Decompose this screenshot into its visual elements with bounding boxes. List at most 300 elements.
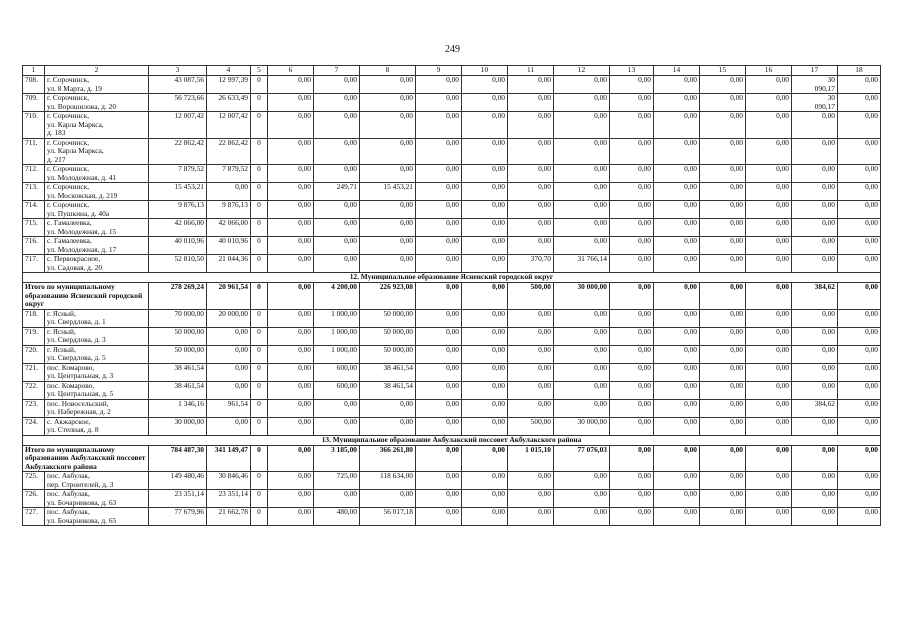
table-cell: 0,00 xyxy=(792,490,838,508)
table-cell: 0,00 xyxy=(792,309,838,327)
table-cell: 0,00 xyxy=(838,417,881,435)
row-number: 726. xyxy=(23,490,45,508)
table-cell: 0,00 xyxy=(654,138,700,165)
table-cell: 0,00 xyxy=(554,237,610,255)
table-cell: 0,00 xyxy=(610,309,654,327)
address-cell: г. Сорочинск, ул. 8 Марта, д. 19 xyxy=(45,76,149,94)
table-cell: 0,00 xyxy=(838,472,881,490)
table-cell: 1 000,00 xyxy=(314,309,360,327)
table-cell: 0,00 xyxy=(654,445,700,472)
table-cell: 0,00 xyxy=(838,219,881,237)
table-cell: 52 810,50 xyxy=(149,255,207,273)
table-cell: 0,00 xyxy=(746,417,792,435)
table-cell: 50 000,00 xyxy=(360,327,416,345)
row-number: 714. xyxy=(23,201,45,219)
table-cell: 4 200,00 xyxy=(314,283,360,310)
table-cell: 0,00 xyxy=(838,283,881,310)
table-cell: 30 846,46 xyxy=(207,472,251,490)
table-cell: 0,00 xyxy=(508,138,554,165)
table-cell: 0,00 xyxy=(416,445,462,472)
table-row xyxy=(23,76,881,94)
column-header: 3 xyxy=(149,66,207,76)
row-number: 723. xyxy=(23,399,45,417)
table-cell: 0,00 xyxy=(746,219,792,237)
table-row xyxy=(23,381,881,399)
table-cell: 0 xyxy=(251,165,268,183)
row-number: 719. xyxy=(23,327,45,345)
table-cell: 0,00 xyxy=(838,138,881,165)
table-cell: 0,00 xyxy=(792,138,838,165)
address-cell: с. Гамалеевка, ул. Молодежная, д. 15 xyxy=(45,219,149,237)
table-cell: 0,00 xyxy=(416,94,462,112)
table-row xyxy=(23,309,881,327)
table-cell: 0,00 xyxy=(654,76,700,94)
table-header-row xyxy=(23,66,881,76)
table-cell: 370,70 xyxy=(508,255,554,273)
table-cell: 30 000,00 xyxy=(554,417,610,435)
table-cell: 118 634,00 xyxy=(360,472,416,490)
table-cell: 22 862,42 xyxy=(207,138,251,165)
table-cell: 0,00 xyxy=(268,363,314,381)
table-cell: 0,00 xyxy=(360,417,416,435)
table-cell: 0,00 xyxy=(508,327,554,345)
table-cell: 0,00 xyxy=(268,309,314,327)
table-cell: 0,00 xyxy=(610,345,654,363)
table-cell: 0 xyxy=(251,76,268,94)
table-cell: 21 044,36 xyxy=(207,255,251,273)
table-cell: 0,00 xyxy=(508,345,554,363)
table-cell: 42 066,00 xyxy=(207,219,251,237)
table-cell: 341 149,47 xyxy=(207,445,251,472)
table-cell: 0,00 xyxy=(416,183,462,201)
row-number: 711. xyxy=(23,138,45,165)
table-cell: 0,00 xyxy=(700,283,746,310)
table-cell: 0 xyxy=(251,363,268,381)
table-cell: 0,00 xyxy=(610,255,654,273)
table-cell: 0,00 xyxy=(838,508,881,526)
table-cell: 50 000,00 xyxy=(360,309,416,327)
table-cell: 0,00 xyxy=(462,417,508,435)
table-cell: 0,00 xyxy=(838,183,881,201)
table-cell: 0,00 xyxy=(654,345,700,363)
table-cell: 0,00 xyxy=(268,183,314,201)
row-number: 721. xyxy=(23,363,45,381)
table-cell: 38 461,54 xyxy=(360,381,416,399)
table-cell: 0,00 xyxy=(746,309,792,327)
table-cell: 0,00 xyxy=(654,327,700,345)
table-cell: 0,00 xyxy=(508,219,554,237)
table-cell: 0,00 xyxy=(554,94,610,112)
table-cell: 0,00 xyxy=(610,283,654,310)
table-cell: 0,00 xyxy=(416,508,462,526)
address-cell: пос. Комарово, ул. Центральная, д. 3 xyxy=(45,363,149,381)
table-cell: 0,00 xyxy=(462,165,508,183)
column-header: 15 xyxy=(700,66,746,76)
table-cell: 600,00 xyxy=(314,363,360,381)
table-cell: 30 000,00 xyxy=(554,283,610,310)
table-cell: 0 xyxy=(251,255,268,273)
table-row xyxy=(23,183,881,201)
table-cell: 0,00 xyxy=(207,345,251,363)
table-cell: 0 xyxy=(251,94,268,112)
address-cell: г. Сорочинск, ул. Карла Маркса, д. 217 xyxy=(45,138,149,165)
table-cell: 0,00 xyxy=(700,237,746,255)
table-cell: 0,00 xyxy=(360,138,416,165)
table-cell: 0,00 xyxy=(268,165,314,183)
table-cell: 0,00 xyxy=(838,201,881,219)
table-cell: 0,00 xyxy=(314,255,360,273)
table-cell: 0,00 xyxy=(654,201,700,219)
table-cell: 384,62 xyxy=(792,399,838,417)
section-header-row xyxy=(23,273,881,283)
table-row xyxy=(23,327,881,345)
table-cell: 0,00 xyxy=(314,219,360,237)
table-cell: 0,00 xyxy=(416,417,462,435)
table-cell: 0,00 xyxy=(314,112,360,139)
table-cell: 0,00 xyxy=(416,490,462,508)
table-cell: 0,00 xyxy=(207,417,251,435)
table-cell: 0 xyxy=(251,138,268,165)
table-cell: 0,00 xyxy=(792,445,838,472)
table-cell: 0,00 xyxy=(700,417,746,435)
table-cell: 0,00 xyxy=(462,490,508,508)
table-cell: 0,00 xyxy=(746,345,792,363)
row-number: 718. xyxy=(23,309,45,327)
table-cell: 50 000,00 xyxy=(149,345,207,363)
table-cell: 0,00 xyxy=(610,94,654,112)
table-cell: 725,00 xyxy=(314,472,360,490)
table-cell: 0,00 xyxy=(268,112,314,139)
table-cell: 0,00 xyxy=(792,363,838,381)
address-cell: пос. Акбулак, пер. Строителей, д. 3 xyxy=(45,472,149,490)
table-cell: 0,00 xyxy=(462,219,508,237)
table-cell: 0,00 xyxy=(610,165,654,183)
column-header: 9 xyxy=(416,66,462,76)
table-cell: 0,00 xyxy=(416,237,462,255)
table-cell: 0,00 xyxy=(610,490,654,508)
table-row xyxy=(23,237,881,255)
table-cell: 0,00 xyxy=(610,219,654,237)
table-cell: 0 xyxy=(251,112,268,139)
table-cell: 0,00 xyxy=(268,381,314,399)
table-cell: 0,00 xyxy=(610,399,654,417)
table-cell: 0,00 xyxy=(268,345,314,363)
table-cell: 56 723,66 xyxy=(149,94,207,112)
table-cell: 0,00 xyxy=(416,472,462,490)
table-cell: 0,00 xyxy=(462,327,508,345)
column-header: 10 xyxy=(462,66,508,76)
table-cell: 0,00 xyxy=(792,219,838,237)
column-header: 13 xyxy=(610,66,654,76)
row-number: 717. xyxy=(23,255,45,273)
table-cell: 0,00 xyxy=(314,399,360,417)
table-cell: 0,00 xyxy=(508,94,554,112)
table-cell: 38 461,54 xyxy=(360,363,416,381)
table-cell: 0,00 xyxy=(508,399,554,417)
table-cell: 0 xyxy=(251,445,268,472)
table-cell: 0,00 xyxy=(462,201,508,219)
table-cell: 0,00 xyxy=(654,508,700,526)
table-cell: 40 010,96 xyxy=(149,237,207,255)
table-cell: 0,00 xyxy=(838,490,881,508)
table-cell: 0,00 xyxy=(654,417,700,435)
table-cell: 0,00 xyxy=(554,183,610,201)
table-row xyxy=(23,94,881,112)
table-cell: 0,00 xyxy=(700,399,746,417)
total-label: Итого по муниципальному образованию Ясненский городской округ xyxy=(23,283,149,310)
table-cell: 0,00 xyxy=(360,76,416,94)
table-cell: 43 087,56 xyxy=(149,76,207,94)
table-cell: 0,00 xyxy=(654,237,700,255)
table-cell: 0,00 xyxy=(462,138,508,165)
table-cell: 0,00 xyxy=(508,309,554,327)
table-cell: 0,00 xyxy=(314,76,360,94)
table-cell: 0,00 xyxy=(360,165,416,183)
table-cell: 0,00 xyxy=(314,201,360,219)
table-cell: 0,00 xyxy=(700,309,746,327)
table-cell: 0,00 xyxy=(654,472,700,490)
table-cell: 0,00 xyxy=(700,327,746,345)
table-cell: 56 017,18 xyxy=(360,508,416,526)
table-row xyxy=(23,490,881,508)
table-cell: 0,00 xyxy=(462,255,508,273)
table-cell: 0,00 xyxy=(610,201,654,219)
table-cell: 0,00 xyxy=(654,399,700,417)
table-cell: 9 876,13 xyxy=(207,201,251,219)
total-row xyxy=(23,445,881,472)
address-cell: пос. Новосельский, ул. Набережная, д. 2 xyxy=(45,399,149,417)
table-cell: 0,00 xyxy=(416,327,462,345)
table-cell: 0,00 xyxy=(207,183,251,201)
table-cell: 0,00 xyxy=(268,399,314,417)
table-cell: 0,00 xyxy=(268,255,314,273)
table-cell: 0 xyxy=(251,237,268,255)
table-cell: 15 453,21 xyxy=(149,183,207,201)
table-cell: 0,00 xyxy=(700,381,746,399)
table-cell: 30 090,17 xyxy=(792,94,838,112)
table-cell: 0 xyxy=(251,490,268,508)
table-cell: 0,00 xyxy=(508,472,554,490)
table-cell: 0,00 xyxy=(700,490,746,508)
table-cell: 0,00 xyxy=(838,237,881,255)
address-cell: г. Сорочинск, ул. Карла Маркса, д. 183 xyxy=(45,112,149,139)
table-cell: 0,00 xyxy=(792,237,838,255)
table-cell: 0 xyxy=(251,472,268,490)
table-cell: 38 461,54 xyxy=(149,381,207,399)
column-header: 17 xyxy=(792,66,838,76)
row-number: 716. xyxy=(23,237,45,255)
table-cell: 0,00 xyxy=(700,138,746,165)
table-cell: 0 xyxy=(251,219,268,237)
table-cell: 0,00 xyxy=(746,237,792,255)
table-cell: 0,00 xyxy=(508,183,554,201)
table-cell: 0,00 xyxy=(508,165,554,183)
table-cell: 1 000,00 xyxy=(314,345,360,363)
table-cell: 1 015,10 xyxy=(508,445,554,472)
table-cell: 0,00 xyxy=(654,219,700,237)
table-cell: 0,00 xyxy=(268,445,314,472)
table-cell: 7 879,52 xyxy=(149,165,207,183)
table-cell: 0,00 xyxy=(746,363,792,381)
table-cell: 15 453,21 xyxy=(360,183,416,201)
table-cell: 0,00 xyxy=(746,327,792,345)
table-cell: 0 xyxy=(251,508,268,526)
table-cell: 0,00 xyxy=(508,363,554,381)
table-cell: 0,00 xyxy=(700,445,746,472)
table-cell: 0,00 xyxy=(838,255,881,273)
table-cell: 0,00 xyxy=(792,255,838,273)
table-cell: 22 862,42 xyxy=(149,138,207,165)
table-cell: 0,00 xyxy=(360,112,416,139)
table-cell: 0 xyxy=(251,201,268,219)
table-cell: 0,00 xyxy=(268,472,314,490)
table-row xyxy=(23,112,881,139)
table-cell: 0,00 xyxy=(416,112,462,139)
table-cell: 0,00 xyxy=(462,445,508,472)
table-cell: 0,00 xyxy=(207,363,251,381)
section-title: 12. Муниципальное образование Ясненский городской округ xyxy=(23,273,881,283)
table-cell: 0,00 xyxy=(792,508,838,526)
table-cell: 0,00 xyxy=(416,381,462,399)
table-cell: 480,00 xyxy=(314,508,360,526)
table-cell: 0 xyxy=(251,309,268,327)
table-row xyxy=(23,345,881,363)
table-cell: 0,00 xyxy=(268,417,314,435)
table-cell: 0,00 xyxy=(746,508,792,526)
table-cell: 0,00 xyxy=(268,327,314,345)
table-cell: 0,00 xyxy=(792,345,838,363)
table-cell: 366 261,80 xyxy=(360,445,416,472)
table-cell: 0,00 xyxy=(700,345,746,363)
table-cell: 0,00 xyxy=(746,472,792,490)
table-cell: 12 007,42 xyxy=(207,112,251,139)
table-cell: 38 461,54 xyxy=(149,363,207,381)
table-cell: 30 000,00 xyxy=(149,417,207,435)
table-row xyxy=(23,399,881,417)
table-cell: 0,00 xyxy=(654,165,700,183)
table-cell: 0,00 xyxy=(700,219,746,237)
table-cell: 77 076,03 xyxy=(554,445,610,472)
table-cell: 7 879,52 xyxy=(207,165,251,183)
column-header: 16 xyxy=(746,66,792,76)
table-cell: 0,00 xyxy=(792,417,838,435)
table-cell: 0,00 xyxy=(314,237,360,255)
table-cell: 20 961,54 xyxy=(207,283,251,310)
table-cell: 0,00 xyxy=(610,76,654,94)
table-cell: 384,62 xyxy=(792,283,838,310)
table-cell: 26 633,49 xyxy=(207,94,251,112)
table-cell: 0,00 xyxy=(462,94,508,112)
table-cell: 0,00 xyxy=(508,490,554,508)
table-cell: 0,00 xyxy=(554,112,610,139)
column-header: 6 xyxy=(268,66,314,76)
table-cell: 0,00 xyxy=(700,112,746,139)
table-cell: 0,00 xyxy=(654,183,700,201)
table-cell: 0,00 xyxy=(360,94,416,112)
table-cell: 0,00 xyxy=(746,445,792,472)
table-cell: 0,00 xyxy=(746,283,792,310)
table-cell: 0,00 xyxy=(508,508,554,526)
address-cell: г. Ясный, ул. Свердлова, д. 3 xyxy=(45,327,149,345)
table-cell: 0,00 xyxy=(554,345,610,363)
table-cell: 0,00 xyxy=(416,76,462,94)
column-header: 2 xyxy=(45,66,149,76)
table-cell: 0,00 xyxy=(360,237,416,255)
row-number: 722. xyxy=(23,381,45,399)
table-cell: 0,00 xyxy=(462,345,508,363)
table-cell: 0,00 xyxy=(838,309,881,327)
column-header: 12 xyxy=(554,66,610,76)
table-cell: 0,00 xyxy=(746,165,792,183)
table-cell: 0,00 xyxy=(700,94,746,112)
table-cell: 0,00 xyxy=(610,327,654,345)
table-row xyxy=(23,255,881,273)
table-cell: 0,00 xyxy=(746,138,792,165)
table-cell: 0,00 xyxy=(610,381,654,399)
table-cell: 0,00 xyxy=(746,255,792,273)
table-cell: 0,00 xyxy=(462,381,508,399)
table-cell: 0,00 xyxy=(268,138,314,165)
table-cell: 0,00 xyxy=(416,345,462,363)
column-header: 8 xyxy=(360,66,416,76)
table-cell: 0,00 xyxy=(792,327,838,345)
table-cell: 0,00 xyxy=(838,381,881,399)
table-cell: 0,00 xyxy=(416,399,462,417)
table-cell: 0,00 xyxy=(792,472,838,490)
page-number: 249 xyxy=(445,44,460,55)
table-cell: 0,00 xyxy=(610,183,654,201)
row-number: 709. xyxy=(23,94,45,112)
table-cell: 0,00 xyxy=(610,417,654,435)
address-cell: г. Сорочинск, ул. Молодежная, д. 41 xyxy=(45,165,149,183)
table-cell: 42 066,00 xyxy=(149,219,207,237)
table-cell: 0,00 xyxy=(654,490,700,508)
row-number: 710. xyxy=(23,112,45,139)
table-cell: 0,00 xyxy=(610,363,654,381)
table-cell: 0,00 xyxy=(462,399,508,417)
table-cell: 0,00 xyxy=(462,283,508,310)
table-cell: 0,00 xyxy=(700,472,746,490)
table-cell: 0,00 xyxy=(462,112,508,139)
row-number: 713. xyxy=(23,183,45,201)
table-cell: 0,00 xyxy=(268,94,314,112)
table-cell: 0,00 xyxy=(654,283,700,310)
data-table xyxy=(22,65,881,526)
table-cell: 0,00 xyxy=(554,138,610,165)
table-cell: 0,00 xyxy=(416,201,462,219)
table-cell: 0,00 xyxy=(268,283,314,310)
table-cell: 0,00 xyxy=(360,490,416,508)
table-cell: 0,00 xyxy=(838,445,881,472)
table-cell: 0,00 xyxy=(654,255,700,273)
table-cell: 0,00 xyxy=(268,508,314,526)
table-cell: 0,00 xyxy=(314,138,360,165)
table-cell: 0 xyxy=(251,417,268,435)
table-row xyxy=(23,417,881,435)
table-cell: 0,00 xyxy=(746,183,792,201)
table-cell: 0,00 xyxy=(654,112,700,139)
table-cell: 50 000,00 xyxy=(149,327,207,345)
table-cell: 23 351,14 xyxy=(207,490,251,508)
table-cell: 0,00 xyxy=(746,381,792,399)
table-cell: 77 679,96 xyxy=(149,508,207,526)
table-cell: 0,00 xyxy=(462,363,508,381)
table-cell: 0,00 xyxy=(554,201,610,219)
address-cell: пос. Акбулак, ул. Бочарникова, д. 65 xyxy=(45,508,149,526)
table-cell: 0,00 xyxy=(508,112,554,139)
table-cell: 0,00 xyxy=(700,255,746,273)
table-cell: 0,00 xyxy=(654,309,700,327)
